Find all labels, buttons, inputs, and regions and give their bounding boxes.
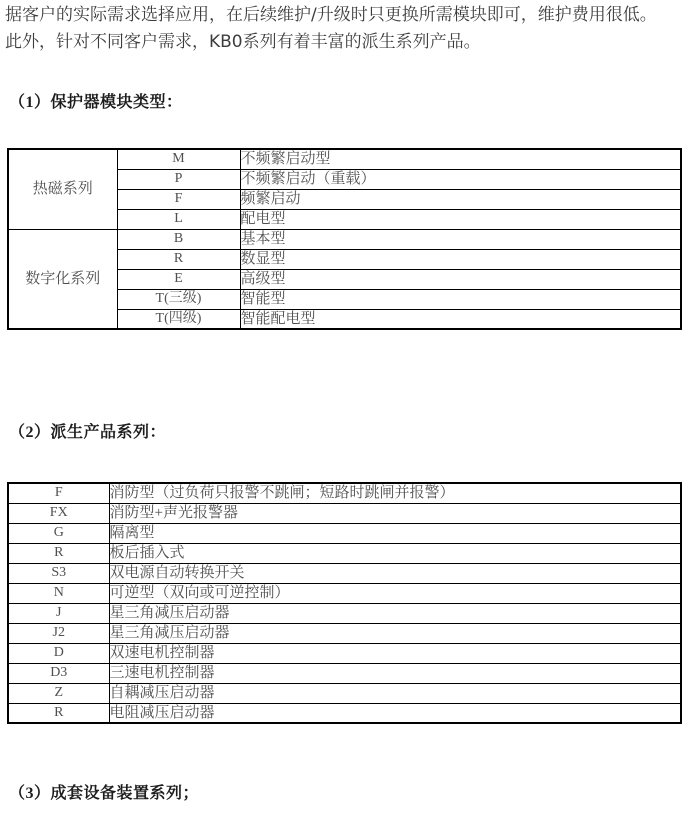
table-row <box>8 703 681 723</box>
section-2-heading: （2）派生产品系列： <box>9 424 167 441</box>
table-row <box>8 149 681 169</box>
module-desc-cell: 智能配电型 <box>240 309 681 329</box>
derived-desc-cell: 星三角减压启动器 <box>109 623 681 643</box>
section-3-heading: （3）成套设备装置系列； <box>9 785 200 802</box>
derived-code-cell: R <box>8 543 109 563</box>
table-row <box>8 603 681 623</box>
series-name-cell: 数字化系列 <box>8 229 117 329</box>
derived-desc-cell: 双速电机控制器 <box>109 643 681 663</box>
module-code-cell: E <box>117 269 240 289</box>
table-row <box>8 503 681 523</box>
table-row <box>8 229 681 249</box>
derived-desc-cell: 消防型（过负荷只报警不跳闸；短路时跳闸并报警） <box>109 483 681 503</box>
module-desc-cell: 配电型 <box>240 209 681 229</box>
table-row <box>8 483 681 503</box>
module-desc-cell: 不频繁启动（重载） <box>240 169 681 189</box>
derived-desc-cell: 电阻减压启动器 <box>109 703 681 723</box>
derived-code-cell: D3 <box>8 663 109 683</box>
table-row <box>8 663 681 683</box>
intro-line: 此外，针对不同客户需求，KB0系列有着丰富的派生系列产品。 <box>5 32 481 52</box>
derived-desc-cell: 星三角减压启动器 <box>109 603 681 623</box>
protector-module-table <box>7 148 682 330</box>
derived-code-cell: S3 <box>8 563 109 583</box>
derived-desc-cell: 三速电机控制器 <box>109 663 681 683</box>
module-desc-cell: 基本型 <box>240 229 681 249</box>
module-code-cell: P <box>117 169 240 189</box>
derived-code-cell: Z <box>8 683 109 703</box>
derived-desc-cell: 可逆型（双向或可逆控制） <box>109 583 681 603</box>
derived-code-cell: D <box>8 643 109 663</box>
section-1-heading: （1）保护器模块类型： <box>9 94 183 111</box>
derived-desc-cell: 双电源自动转换开关 <box>109 563 681 583</box>
intro-line: 据客户的实际需求选择应用，在后续维护/升级时只更换所需模块即可，维护费用很低。 <box>5 5 657 25</box>
module-desc-cell: 高级型 <box>240 269 681 289</box>
derived-code-cell: J2 <box>8 623 109 643</box>
derived-desc-cell: 板后插入式 <box>109 543 681 563</box>
table-row <box>8 543 681 563</box>
derived-code-cell: G <box>8 523 109 543</box>
derived-products-table <box>7 482 682 724</box>
table-row <box>8 523 681 543</box>
series-name-cell: 热磁系列 <box>8 149 117 229</box>
derived-desc-cell: 自耦减压启动器 <box>109 683 681 703</box>
module-desc-cell: 频繁启动 <box>240 189 681 209</box>
module-code-cell: B <box>117 229 240 249</box>
module-code-cell: L <box>117 209 240 229</box>
module-code-cell: M <box>117 149 240 169</box>
derived-code-cell: F <box>8 483 109 503</box>
table-row <box>8 683 681 703</box>
module-code-cell: F <box>117 189 240 209</box>
derived-code-cell: FX <box>8 503 109 523</box>
derived-code-cell: N <box>8 583 109 603</box>
derived-code-cell: R <box>8 703 109 723</box>
derived-desc-cell: 隔离型 <box>109 523 681 543</box>
table-row <box>8 583 681 603</box>
intro-paragraph <box>5 2 687 56</box>
table-row <box>8 643 681 663</box>
table-row <box>8 563 681 583</box>
derived-desc-cell: 消防型+声光报警器 <box>109 503 681 523</box>
module-desc-cell: 数显型 <box>240 249 681 269</box>
derived-code-cell: J <box>8 603 109 623</box>
module-code-cell: T(四级) <box>117 309 240 329</box>
module-code-cell: R <box>117 249 240 269</box>
module-desc-cell: 智能型 <box>240 289 681 309</box>
module-desc-cell: 不频繁启动型 <box>240 149 681 169</box>
table-row <box>8 623 681 643</box>
module-code-cell: T(三级) <box>117 289 240 309</box>
